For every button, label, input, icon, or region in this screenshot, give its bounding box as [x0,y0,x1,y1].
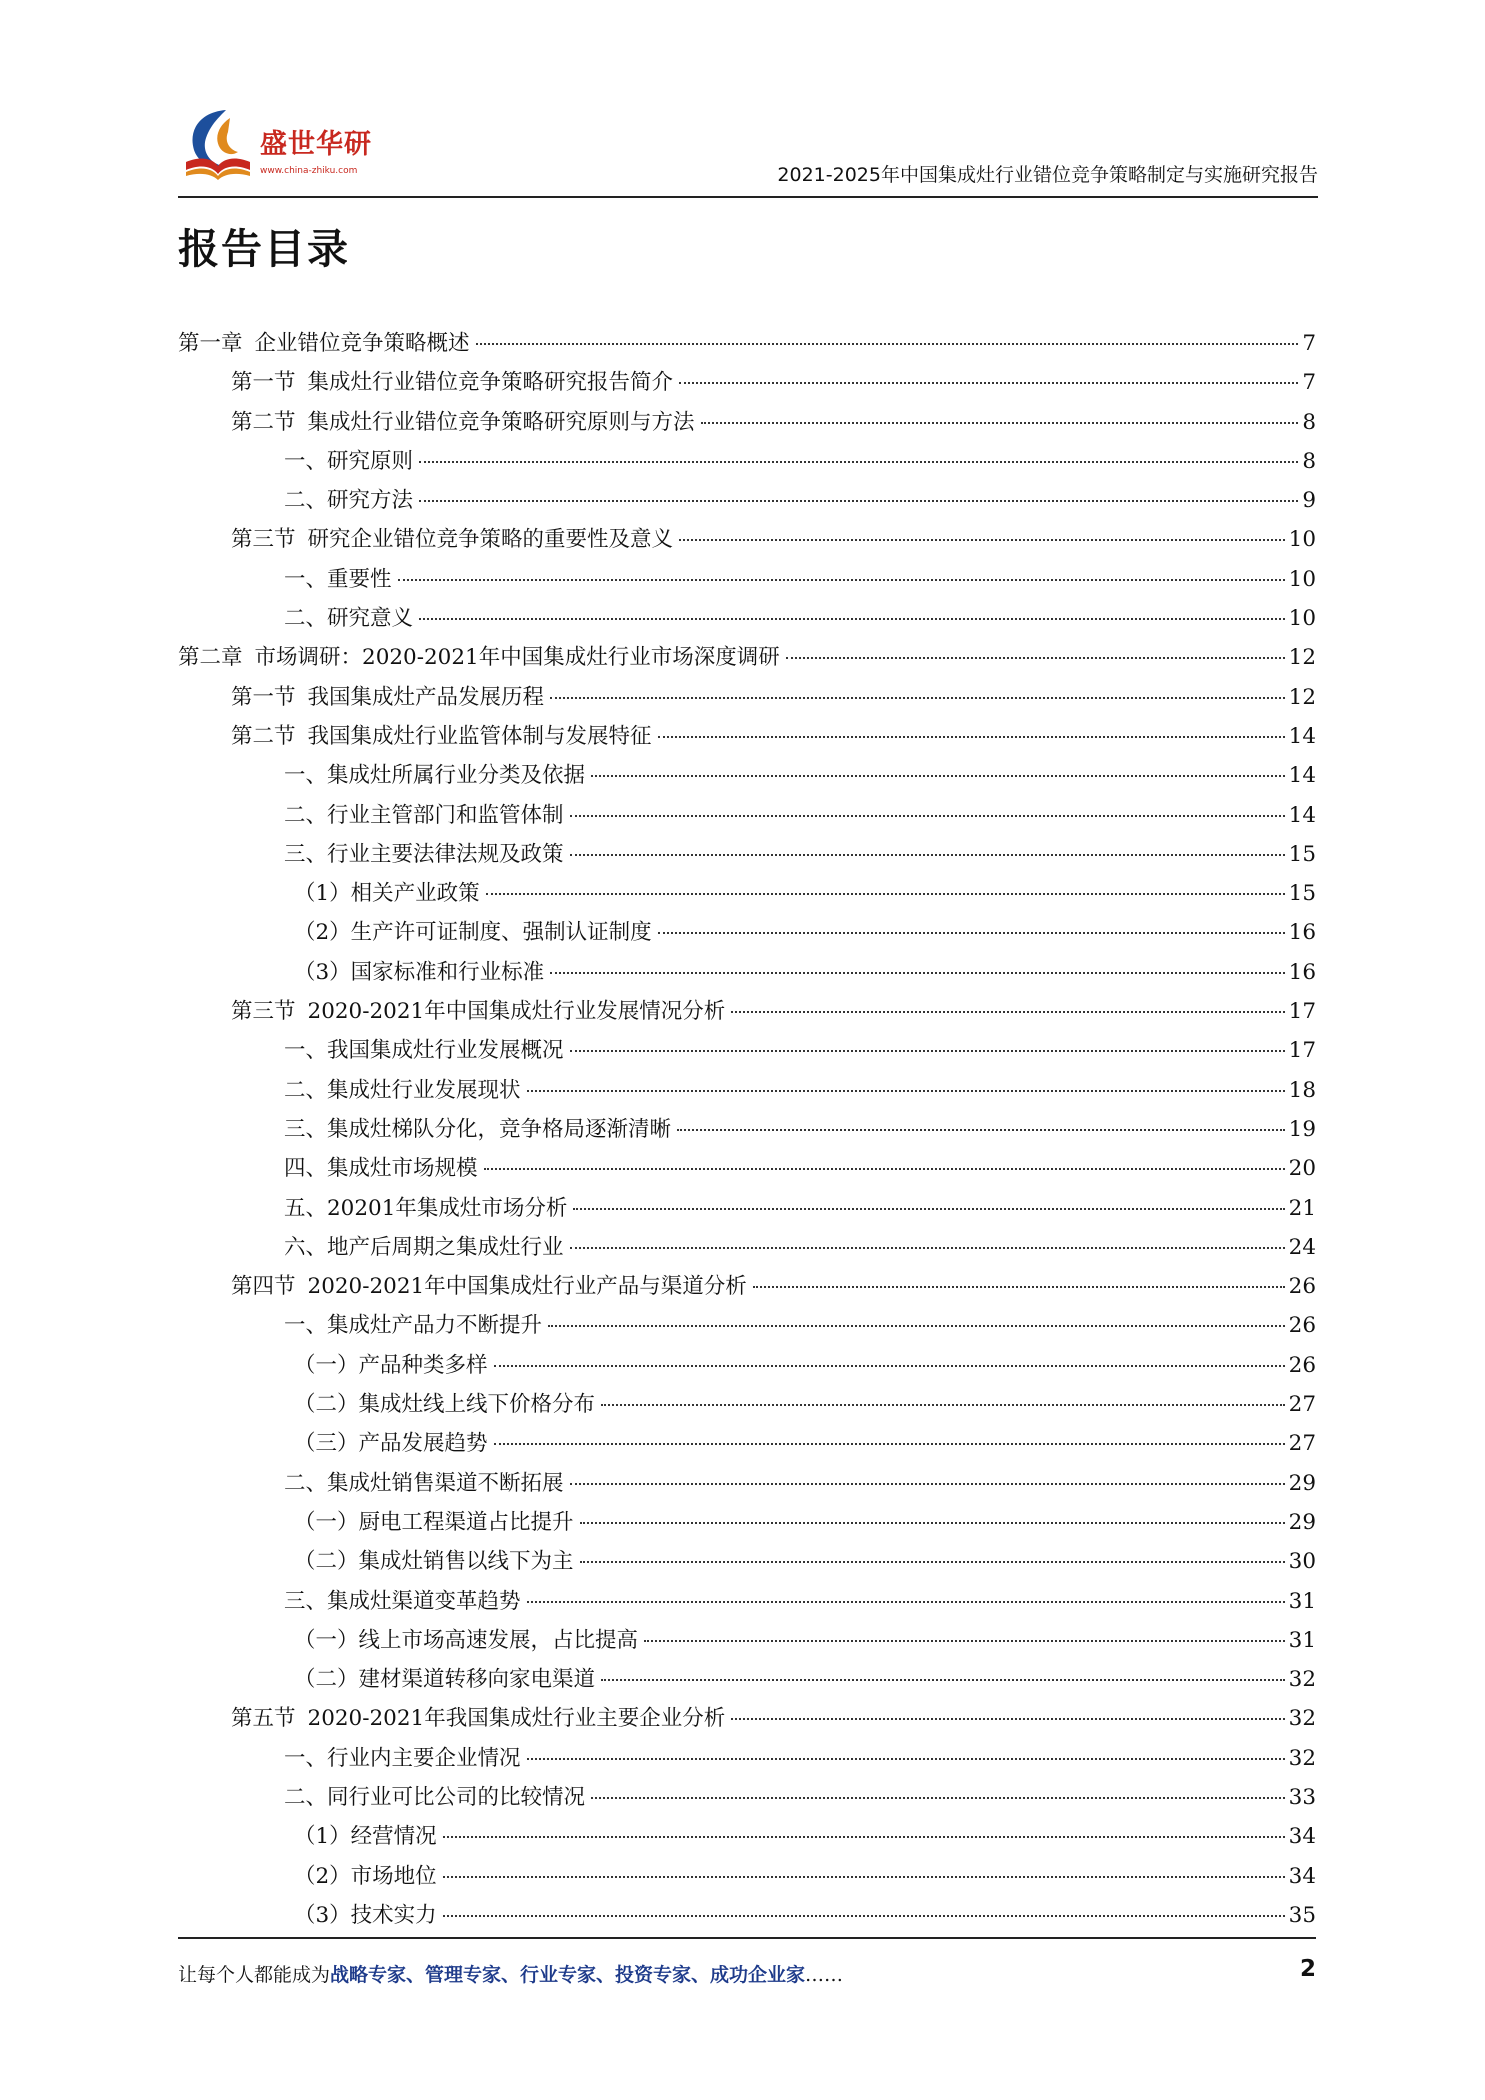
toc-page-number: 20 [1288,1156,1316,1182]
toc-entry-number: 第一节 [231,684,296,710]
toc-entry-number: 第三节 [231,527,296,553]
toc-entry-text: （二）集成灶线上线下价格分布 [294,1392,596,1418]
toc-entry-label [178,638,780,677]
toc-dot-leader [591,775,1285,777]
toc-entry-text: 四、集成灶市场规模 [284,1156,478,1182]
toc-entry-text: 研究企业错位竞争策略的重要性及意义 [307,527,674,553]
toc-dot-leader [677,1129,1285,1131]
toc-entry[interactable] [178,520,1316,559]
toc-entry-number: 第五节 [231,1706,296,1732]
toc-dot-leader [731,1011,1284,1013]
toc-entry-label [284,1306,542,1345]
toc-entry-text: 三、集成灶渠道变革趋势 [284,1588,521,1614]
toc-entry-label [284,1149,478,1188]
toc-entry-label [294,1621,638,1660]
toc-entry[interactable] [178,599,1316,638]
toc-entry-label [231,403,695,442]
toc-entry-text: （二）集成灶销售以线下为主 [294,1549,574,1575]
toc-page-number: 27 [1288,1431,1316,1457]
toc-entry[interactable] [178,1660,1316,1699]
toc-entry[interactable] [178,1778,1316,1817]
toc-dot-leader [601,1679,1285,1681]
toc-page-number: 34 [1288,1824,1316,1850]
toc-entry-text: （二）建材渠道转移向家电渠道 [294,1667,596,1693]
toc-entry-text: 三、行业主要法律法规及政策 [284,841,564,867]
toc-entry[interactable] [178,1739,1316,1778]
toc-page-number: 34 [1288,1863,1316,1889]
toc-entry[interactable] [178,1346,1316,1385]
toc-entry-text: （三）产品发展趋势 [294,1431,488,1457]
toc-entry-label [284,756,585,795]
toc-entry-number: 第一节 [231,370,296,396]
header-divider [178,196,1318,198]
toc-entry-label [294,1817,437,1856]
toc-entry-number: 第二章 [178,645,243,671]
page-header [178,100,1318,198]
toc-page-number: 12 [1288,684,1316,710]
toc-entry-text: 五、20201年集成灶市场分析 [284,1195,568,1221]
toc-entry-text: 2020-2021年中国集成灶行业发展情况分析 [307,999,726,1025]
toc-entry[interactable] [178,442,1316,481]
toc-entry[interactable] [178,1031,1316,1070]
toc-dot-leader [527,1090,1285,1092]
toc-dot-leader [731,1718,1284,1720]
toc-entry-text: （2）生产许可证制度、强制认证制度 [294,920,652,946]
toc-entry-label [231,363,673,402]
toc-entry[interactable] [178,796,1316,835]
toc-dot-leader [486,893,1285,895]
toc-entry-text: 一、行业内主要企业情况 [284,1745,521,1771]
toc-dot-leader [443,1836,1285,1838]
toc-entry[interactable] [178,481,1316,520]
toc-entry-text: 二、同行业可比公司的比较情况 [284,1784,586,1810]
toc-page-number: 35 [1288,1902,1316,1928]
toc-entry-number: 第二节 [231,723,296,749]
toc-entry[interactable] [178,678,1316,717]
toc-entry[interactable] [178,1896,1316,1935]
toc-page-number: 31 [1288,1627,1316,1653]
toc-entry[interactable] [178,1149,1316,1188]
toc-entry-label [231,520,673,559]
toc-page-number: 8 [1302,448,1316,474]
toc-entry-text: 一、研究原则 [284,448,414,474]
toc-page-number: 7 [1302,331,1316,356]
toc-entry-text: （3）国家标准和行业标准 [294,959,545,985]
toc-dot-leader [786,657,1285,659]
toc-entry[interactable] [178,560,1316,599]
toc-entry-label [284,560,392,599]
toc-dot-leader [550,697,1285,699]
toc-entry[interactable] [178,1110,1316,1149]
toc-entry-label [284,835,564,874]
toc-entry-label [231,1699,725,1738]
toc-dot-leader [527,1758,1285,1760]
footer-divider [178,1937,1316,1939]
toc-entry-text: 市场调研：2020-2021年中国集成灶行业市场深度调研 [254,645,780,671]
toc-entry-text: 一、集成灶产品力不断提升 [284,1313,543,1339]
toc-entry-text: 二、行业主管部门和监管体制 [284,802,564,828]
toc-entry[interactable] [178,638,1316,677]
toc-dot-leader [753,1286,1285,1288]
toc-entry[interactable] [178,403,1316,442]
document-title: 2021-2025年中国集成灶行业错位竞争策略制定与实施研究报告 [777,164,1318,186]
toc-page-number: 18 [1288,1077,1316,1103]
footer-slogan [178,1960,843,1987]
toc-entry-number: 第四节 [231,1274,296,1300]
page-footer [178,1956,1316,1992]
toc-dot-leader [419,618,1285,620]
toc-entry[interactable] [178,1464,1316,1503]
toc-entry-label [284,796,564,835]
toc-entry-label [178,324,470,363]
toc-entry-text: （一）产品种类多样 [294,1352,488,1378]
toc-entry[interactable] [178,913,1316,952]
toc-entry[interactable] [178,1267,1316,1306]
toc-entry-label [231,717,652,756]
toc-dot-leader [580,1522,1285,1524]
toc-entry[interactable] [178,1385,1316,1424]
toc-entry-text: （一）线上市场高速发展，占比提高 [294,1627,639,1653]
toc-page-number: 32 [1288,1745,1316,1771]
toc-entry[interactable] [178,324,1316,363]
toc-entry-label [294,1660,595,1699]
toc-dot-leader [494,1443,1285,1445]
toc-page-number: 26 [1288,1274,1316,1300]
toc-page-number: 9 [1302,488,1316,514]
logo-url: www.china-zhiku.com [260,166,358,176]
toc-entry-text: （1）经营情况 [294,1824,437,1850]
toc-entry-label [284,1110,671,1149]
page-title: 报告目录 [178,225,350,273]
toc-page-number: 8 [1302,409,1316,435]
book-swirl-logo-icon [178,104,258,184]
toc-page-number: 32 [1288,1667,1316,1693]
toc-dot-leader [548,1325,1285,1327]
toc-entry-text: （3）技术实力 [294,1902,437,1928]
toc-dot-leader [658,932,1285,934]
toc-entry-text: 一、集成灶所属行业分类及依据 [284,763,586,789]
toc-entry-text: 六、地产后周期之集成灶行业 [284,1234,564,1260]
toc-entry-text: （2）市场地位 [294,1863,437,1889]
toc-page-number: 17 [1288,1038,1316,1064]
toc-entry[interactable] [178,1542,1316,1581]
toc-dot-leader [570,1483,1285,1485]
toc-page-number: 12 [1288,645,1316,671]
toc-entry-text: 二、研究方法 [284,488,414,514]
toc-page-number: 27 [1288,1392,1316,1418]
toc-dot-leader [570,854,1285,856]
toc-page-number: 26 [1288,1313,1316,1339]
toc-entry-text: 2020-2021年我国集成灶行业主要企业分析 [307,1706,726,1732]
toc-entry-label [284,1031,564,1070]
toc-entry[interactable] [178,1817,1316,1856]
toc-entry-label [294,913,652,952]
toc-page-number: 19 [1288,1116,1316,1142]
toc-entry-label [231,992,725,1031]
toc-dot-leader [644,1640,1285,1642]
toc-entry-text: （一）厨电工程渠道占比提升 [294,1509,574,1535]
toc-entry-text: 二、集成灶行业发展现状 [284,1077,521,1103]
toc-entry-number: 第二节 [231,409,296,435]
toc-entry[interactable] [178,1306,1316,1345]
toc-page-number: 32 [1288,1706,1316,1732]
toc-entry-label [284,1778,585,1817]
company-logo [178,104,398,184]
toc-entry-text: 二、研究意义 [284,606,414,632]
toc-dot-leader [419,461,1298,463]
toc-entry-label [284,1739,521,1778]
toc-entry-label [294,1385,595,1424]
toc-entry-label [284,599,413,638]
toc-entry-text: 2020-2021年中国集成灶行业产品与渠道分析 [307,1274,747,1300]
toc-entry-label [294,1424,488,1463]
toc-entry-label [284,1189,567,1228]
toc-page-number: 14 [1288,763,1316,789]
toc-entry-text: 一、重要性 [284,566,392,592]
toc-entry-label [231,678,544,717]
toc-dot-leader [580,1561,1285,1563]
toc-entry[interactable] [178,1189,1316,1228]
toc-entry-label [231,1267,747,1306]
toc-dot-leader [701,422,1299,424]
toc-dot-leader [419,500,1298,502]
toc-entry-text: （1）相关产业政策 [294,881,480,907]
toc-dot-leader [591,1797,1285,1799]
toc-entry-label [284,1582,521,1621]
toc-entry-text: 我国集成灶产品发展历程 [307,684,545,710]
toc-page-number: 17 [1288,999,1316,1025]
slogan-suffix: …… [805,1964,844,1986]
toc-dot-leader [484,1168,1285,1170]
table-of-contents [178,324,1316,1935]
toc-page-number: 16 [1288,920,1316,946]
toc-entry-label [294,1346,488,1385]
toc-dot-leader [570,1050,1285,1052]
toc-page-number: 21 [1288,1195,1316,1221]
toc-entry-text: 集成灶行业错位竞争策略研究报告简介 [307,370,674,396]
toc-entry[interactable] [178,756,1316,795]
toc-page-number: 29 [1288,1509,1316,1535]
toc-dot-leader [570,815,1285,817]
toc-entry-label [294,1542,574,1581]
slogan-highlight: 战略专家、管理专家、行业专家、投资专家、成功企业家 [330,1964,806,1986]
toc-dot-leader [527,1601,1285,1603]
logo-name: 盛世华研 [260,129,372,160]
toc-page-number: 30 [1288,1549,1316,1575]
toc-page-number: 16 [1288,959,1316,985]
toc-entry[interactable] [178,363,1316,402]
toc-dot-leader [398,579,1285,581]
toc-page-number: 15 [1288,881,1316,907]
toc-entry-text: 我国集成灶行业监管体制与发展特征 [307,723,652,749]
toc-dot-leader [443,1915,1285,1917]
toc-entry-text: 二、集成灶销售渠道不断拓展 [284,1470,564,1496]
toc-entry[interactable] [178,1503,1316,1542]
toc-page-number: 24 [1288,1234,1316,1260]
toc-entry-text: 集成灶行业错位竞争策略研究原则与方法 [307,409,695,435]
toc-entry-label [284,1228,564,1267]
toc-entry[interactable] [178,1424,1316,1463]
toc-entry-label [294,953,544,992]
toc-entry-text: 三、集成灶梯队分化，竞争格局逐渐清晰 [284,1116,672,1142]
toc-entry[interactable] [178,1621,1316,1660]
toc-entry-number: 第三节 [231,999,296,1025]
toc-page-number: 29 [1288,1470,1316,1496]
toc-entry-label [284,1071,521,1110]
toc-entry-label [284,481,413,520]
toc-entry-label [294,1857,437,1896]
slogan-prefix: 让每个人都能成为 [178,1964,331,1986]
toc-entry-text: 一、我国集成灶行业发展概况 [284,1038,564,1064]
toc-page-number: 15 [1288,841,1316,867]
toc-entry[interactable] [178,953,1316,992]
toc-entry-label [294,1896,437,1935]
toc-page-number: 14 [1288,802,1316,828]
toc-page-number: 31 [1288,1588,1316,1614]
toc-entry[interactable] [178,835,1316,874]
toc-dot-leader [443,1876,1285,1878]
toc-entry[interactable] [178,1228,1316,1267]
page-number: 2 [1299,1956,1316,1982]
toc-page-number: 10 [1288,566,1316,592]
toc-page-number: 26 [1288,1352,1316,1378]
toc-entry[interactable] [178,992,1316,1031]
toc-dot-leader [550,972,1284,974]
toc-dot-leader [679,539,1285,541]
toc-dot-leader [494,1365,1285,1367]
toc-dot-leader [573,1208,1284,1210]
toc-entry[interactable] [178,1071,1316,1110]
toc-entry-label [284,1464,564,1503]
toc-page-number: 10 [1288,606,1316,632]
toc-dot-leader [679,382,1298,384]
toc-page-number: 7 [1302,370,1316,396]
toc-entry-label [294,1503,574,1542]
toc-entry[interactable] [178,717,1316,756]
toc-entry[interactable] [178,1699,1316,1738]
toc-entry[interactable] [178,1857,1316,1896]
toc-dot-leader [601,1404,1285,1406]
toc-dot-leader [570,1247,1285,1249]
toc-entry-label [294,874,480,913]
toc-entry-text: 企业错位竞争策略概述 [254,331,470,356]
toc-entry-number: 第一章 [178,331,243,356]
toc-dot-leader [658,736,1285,738]
toc-page-number: 14 [1288,723,1316,749]
toc-entry-label [284,442,413,481]
toc-entry[interactable] [178,874,1316,913]
toc-entry[interactable] [178,1582,1316,1621]
toc-dot-leader [476,343,1299,345]
toc-page-number: 10 [1288,527,1316,553]
toc-page-number: 33 [1288,1784,1316,1810]
